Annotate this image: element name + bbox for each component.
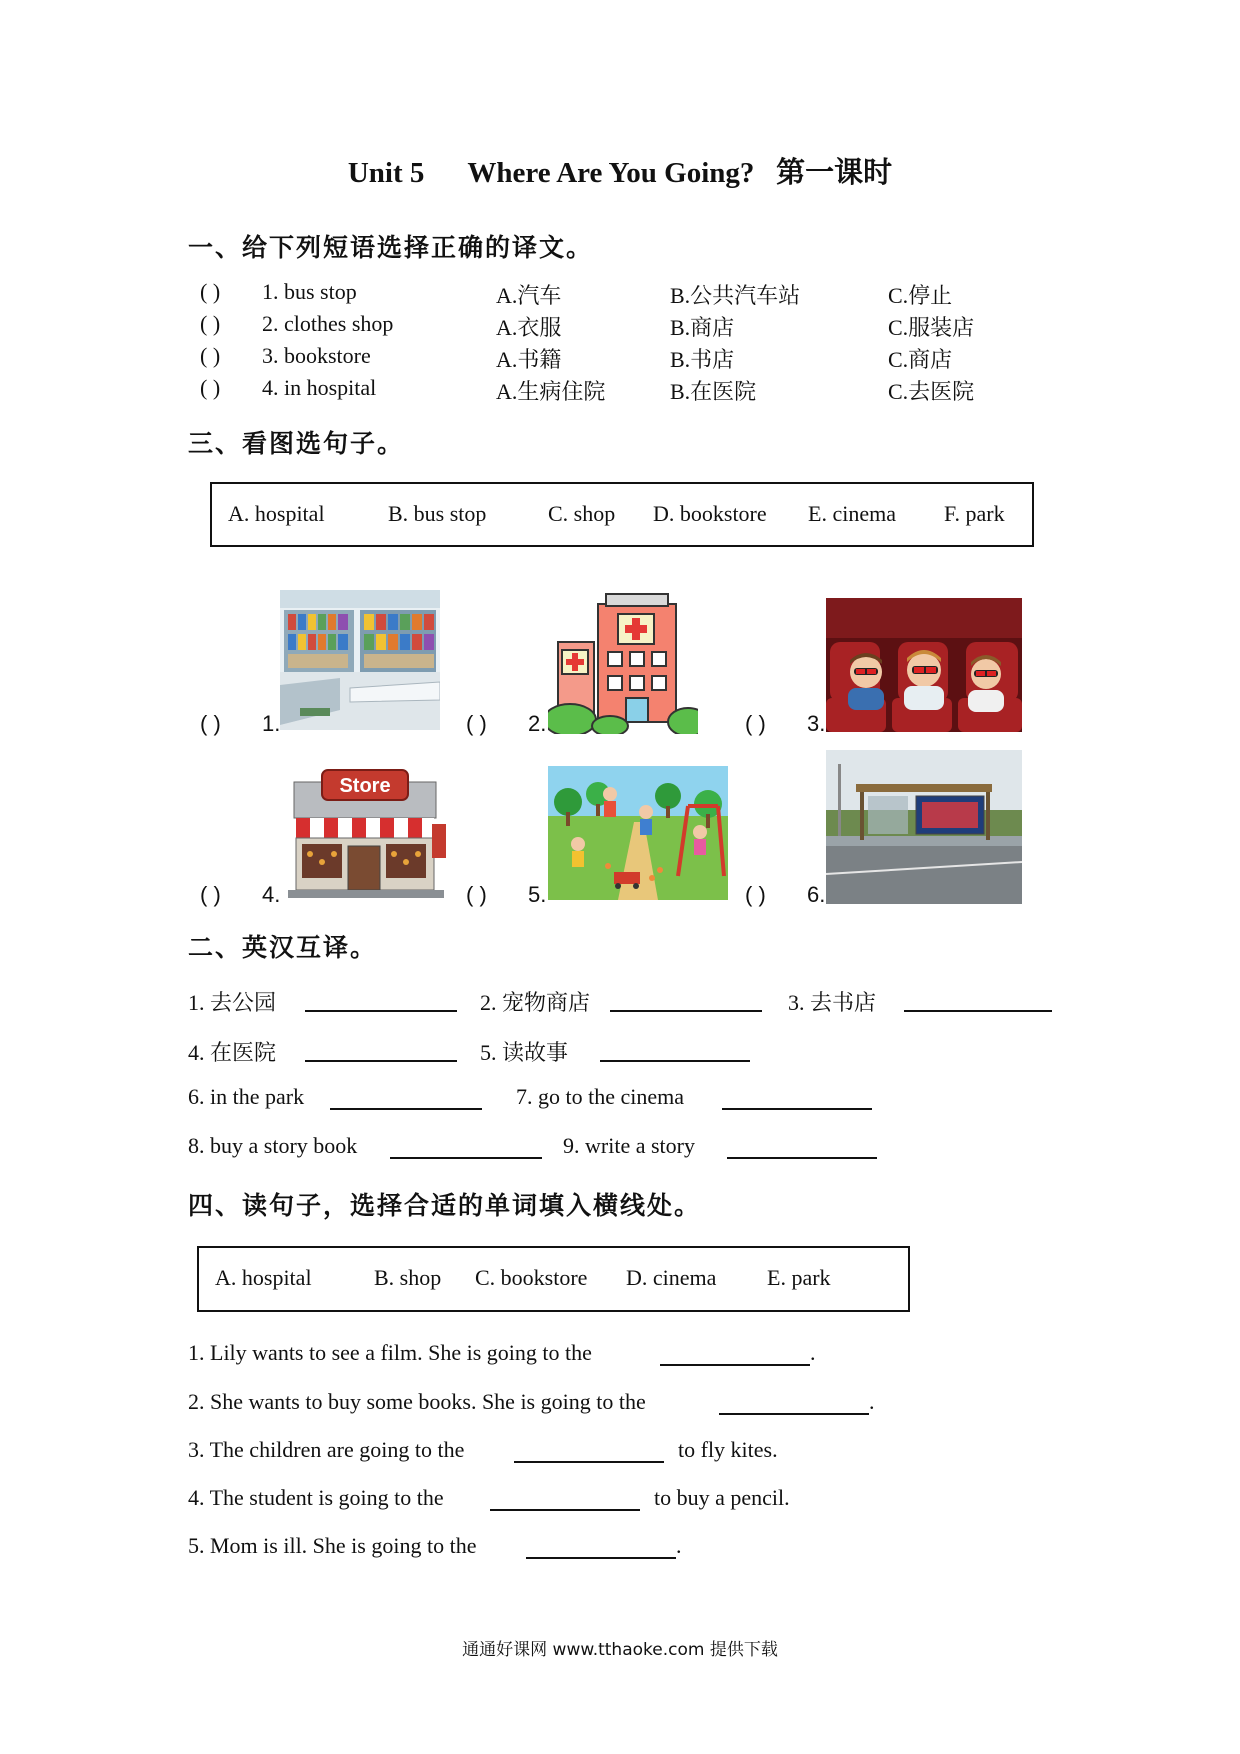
- word-option: B. bus stop: [388, 501, 487, 526]
- title-lesson: 第一课时: [776, 155, 893, 189]
- section2-heading: 二、英汉互译。: [188, 933, 378, 962]
- translation-item: [563, 1133, 695, 1163]
- answer-blank[interactable]: [305, 1036, 457, 1062]
- picture-number: 6.: [807, 882, 826, 907]
- option-c: C.停止: [888, 283, 953, 308]
- sentence-end: .: [869, 1389, 875, 1414]
- option-a: A.书籍: [496, 347, 562, 372]
- option-c: C.商店: [888, 347, 953, 372]
- question-text: 2. clothes shop: [262, 311, 394, 336]
- translation-item: [188, 1084, 304, 1114]
- translation-item: [480, 986, 590, 1016]
- picture-answer-paren[interactable]: ( ): [466, 882, 487, 907]
- answer-blank[interactable]: [600, 1036, 750, 1062]
- translation-prompt: 9. write a story: [563, 1133, 695, 1158]
- answer-paren[interactable]: ( ): [200, 375, 221, 400]
- option-b: B.商店: [670, 315, 735, 340]
- answer-paren[interactable]: ( ): [200, 279, 221, 304]
- sentence-text: 3. The children are going to the: [188, 1437, 465, 1462]
- translation-prompt: 4. 在医院: [188, 1040, 277, 1065]
- page-footer: 通通好课网 www.tthaoke.com 提供下载: [462, 1640, 778, 1660]
- answer-blank[interactable]: [719, 1389, 869, 1415]
- word-option: E. park: [767, 1265, 831, 1290]
- word-option: C. bookstore: [475, 1265, 588, 1290]
- cinema-image: [826, 598, 1022, 732]
- sentence-2: [188, 1389, 646, 1419]
- answer-blank[interactable]: [390, 1133, 542, 1159]
- section1-row-4: [200, 375, 1100, 405]
- park-image: [548, 766, 728, 900]
- question-text: 1. bus stop: [262, 279, 357, 304]
- answer-paren[interactable]: ( ): [200, 343, 221, 368]
- translation-prompt: 7. go to the cinema: [516, 1084, 685, 1109]
- question-text: 4. in hospital: [262, 375, 377, 400]
- section4-heading: 四、读句子，选择合适的单词填入横线处。: [188, 1191, 702, 1220]
- translation-item: [188, 1133, 357, 1163]
- section3-heading: 三、看图选句子。: [188, 429, 405, 458]
- word-bank-box: [210, 482, 1034, 547]
- sentence-text: 4. The student is going to the: [188, 1485, 444, 1510]
- answer-blank[interactable]: [490, 1485, 640, 1511]
- question-text: 3. bookstore: [262, 343, 371, 368]
- translation-item: [188, 1036, 276, 1066]
- picture-answer-paren[interactable]: ( ): [745, 711, 766, 736]
- answer-blank[interactable]: [610, 986, 762, 1012]
- store-sign-text: Store: [339, 775, 391, 797]
- picture-answer-paren[interactable]: ( ): [200, 882, 221, 907]
- word-option: C. shop: [548, 501, 616, 526]
- answer-paren[interactable]: ( ): [200, 311, 221, 336]
- sentence-end: to fly kites.: [678, 1437, 778, 1462]
- sentence-end: .: [810, 1340, 816, 1365]
- answer-blank[interactable]: [305, 986, 457, 1012]
- word-option: A. hospital: [228, 501, 325, 526]
- picture-number: 1.: [262, 711, 281, 736]
- section1-heading: 一、给下列短语选择正确的译文。: [188, 233, 594, 262]
- answer-blank[interactable]: [727, 1133, 877, 1159]
- translation-prompt: 8. buy a story book: [188, 1133, 358, 1158]
- option-b: B.书店: [670, 347, 735, 372]
- word-option: E. cinema: [808, 501, 896, 526]
- picture-answer-paren[interactable]: ( ): [466, 711, 487, 736]
- translation-prompt: 1. 去公园: [188, 990, 277, 1015]
- option-b: B.在医院: [670, 379, 757, 404]
- translation-prompt: 3. 去书店: [788, 990, 877, 1015]
- store-image: [282, 766, 450, 900]
- picture-number: 2.: [528, 711, 547, 736]
- hospital-image: [548, 592, 698, 734]
- answer-blank[interactable]: [514, 1437, 664, 1463]
- translation-prompt: 2. 宠物商店: [480, 990, 591, 1015]
- word-option: D. cinema: [626, 1265, 717, 1290]
- sentence-text: 2. She wants to buy some books. She is going to the: [188, 1389, 646, 1414]
- option-c: C.服装店: [888, 315, 975, 340]
- picture-number: 3.: [807, 711, 826, 736]
- sentence-end: .: [676, 1533, 682, 1558]
- section1-row-2: [200, 311, 1100, 341]
- picture-number: 4.: [262, 882, 281, 907]
- title-unit: Unit 5: [347, 157, 425, 189]
- word-option: D. bookstore: [653, 501, 767, 526]
- picture-answer-paren[interactable]: ( ): [745, 882, 766, 907]
- option-c: C.去医院: [888, 379, 975, 404]
- word-option: A. hospital: [215, 1265, 312, 1290]
- sentence-4: [188, 1485, 444, 1515]
- section1-row-1: [200, 279, 1100, 309]
- sentence-5: [188, 1533, 476, 1563]
- translation-prompt: 6. in the park: [188, 1084, 305, 1109]
- section1-row-3: [200, 343, 1100, 373]
- sentence-end: to buy a pencil.: [654, 1485, 790, 1510]
- answer-blank[interactable]: [330, 1084, 482, 1110]
- option-a: A.汽车: [496, 283, 562, 308]
- word-bank-box: [197, 1246, 910, 1312]
- sentence-3: [188, 1437, 464, 1467]
- sentence-text: 5. Mom is ill. She is going to the: [188, 1533, 477, 1558]
- title-name: Where Are You Going?: [467, 157, 755, 189]
- translation-item: [188, 986, 276, 1016]
- translation-item: [480, 1036, 568, 1066]
- picture-number: 5.: [528, 882, 547, 907]
- word-option: B. shop: [374, 1265, 442, 1290]
- translation-prompt: 5. 读故事: [480, 1040, 569, 1065]
- page-title: [0, 150, 1240, 191]
- answer-blank[interactable]: [722, 1084, 872, 1110]
- answer-blank[interactable]: [904, 986, 1052, 1012]
- sentence-1: [188, 1340, 592, 1370]
- translation-item: [788, 986, 876, 1016]
- answer-blank[interactable]: [526, 1533, 676, 1559]
- option-b: B.公共汽车站: [670, 283, 801, 308]
- answer-blank[interactable]: [660, 1340, 810, 1366]
- translation-item: [516, 1084, 684, 1114]
- bus-stop-image: [826, 750, 1022, 904]
- word-option: F. park: [944, 501, 1005, 526]
- sentence-text: 1. Lily wants to see a film. She is going to the: [188, 1340, 592, 1365]
- option-a: A.生病住院: [496, 379, 606, 404]
- picture-answer-paren[interactable]: ( ): [200, 711, 221, 736]
- option-a: A.衣服: [496, 315, 562, 340]
- bookstore-image: [280, 590, 440, 730]
